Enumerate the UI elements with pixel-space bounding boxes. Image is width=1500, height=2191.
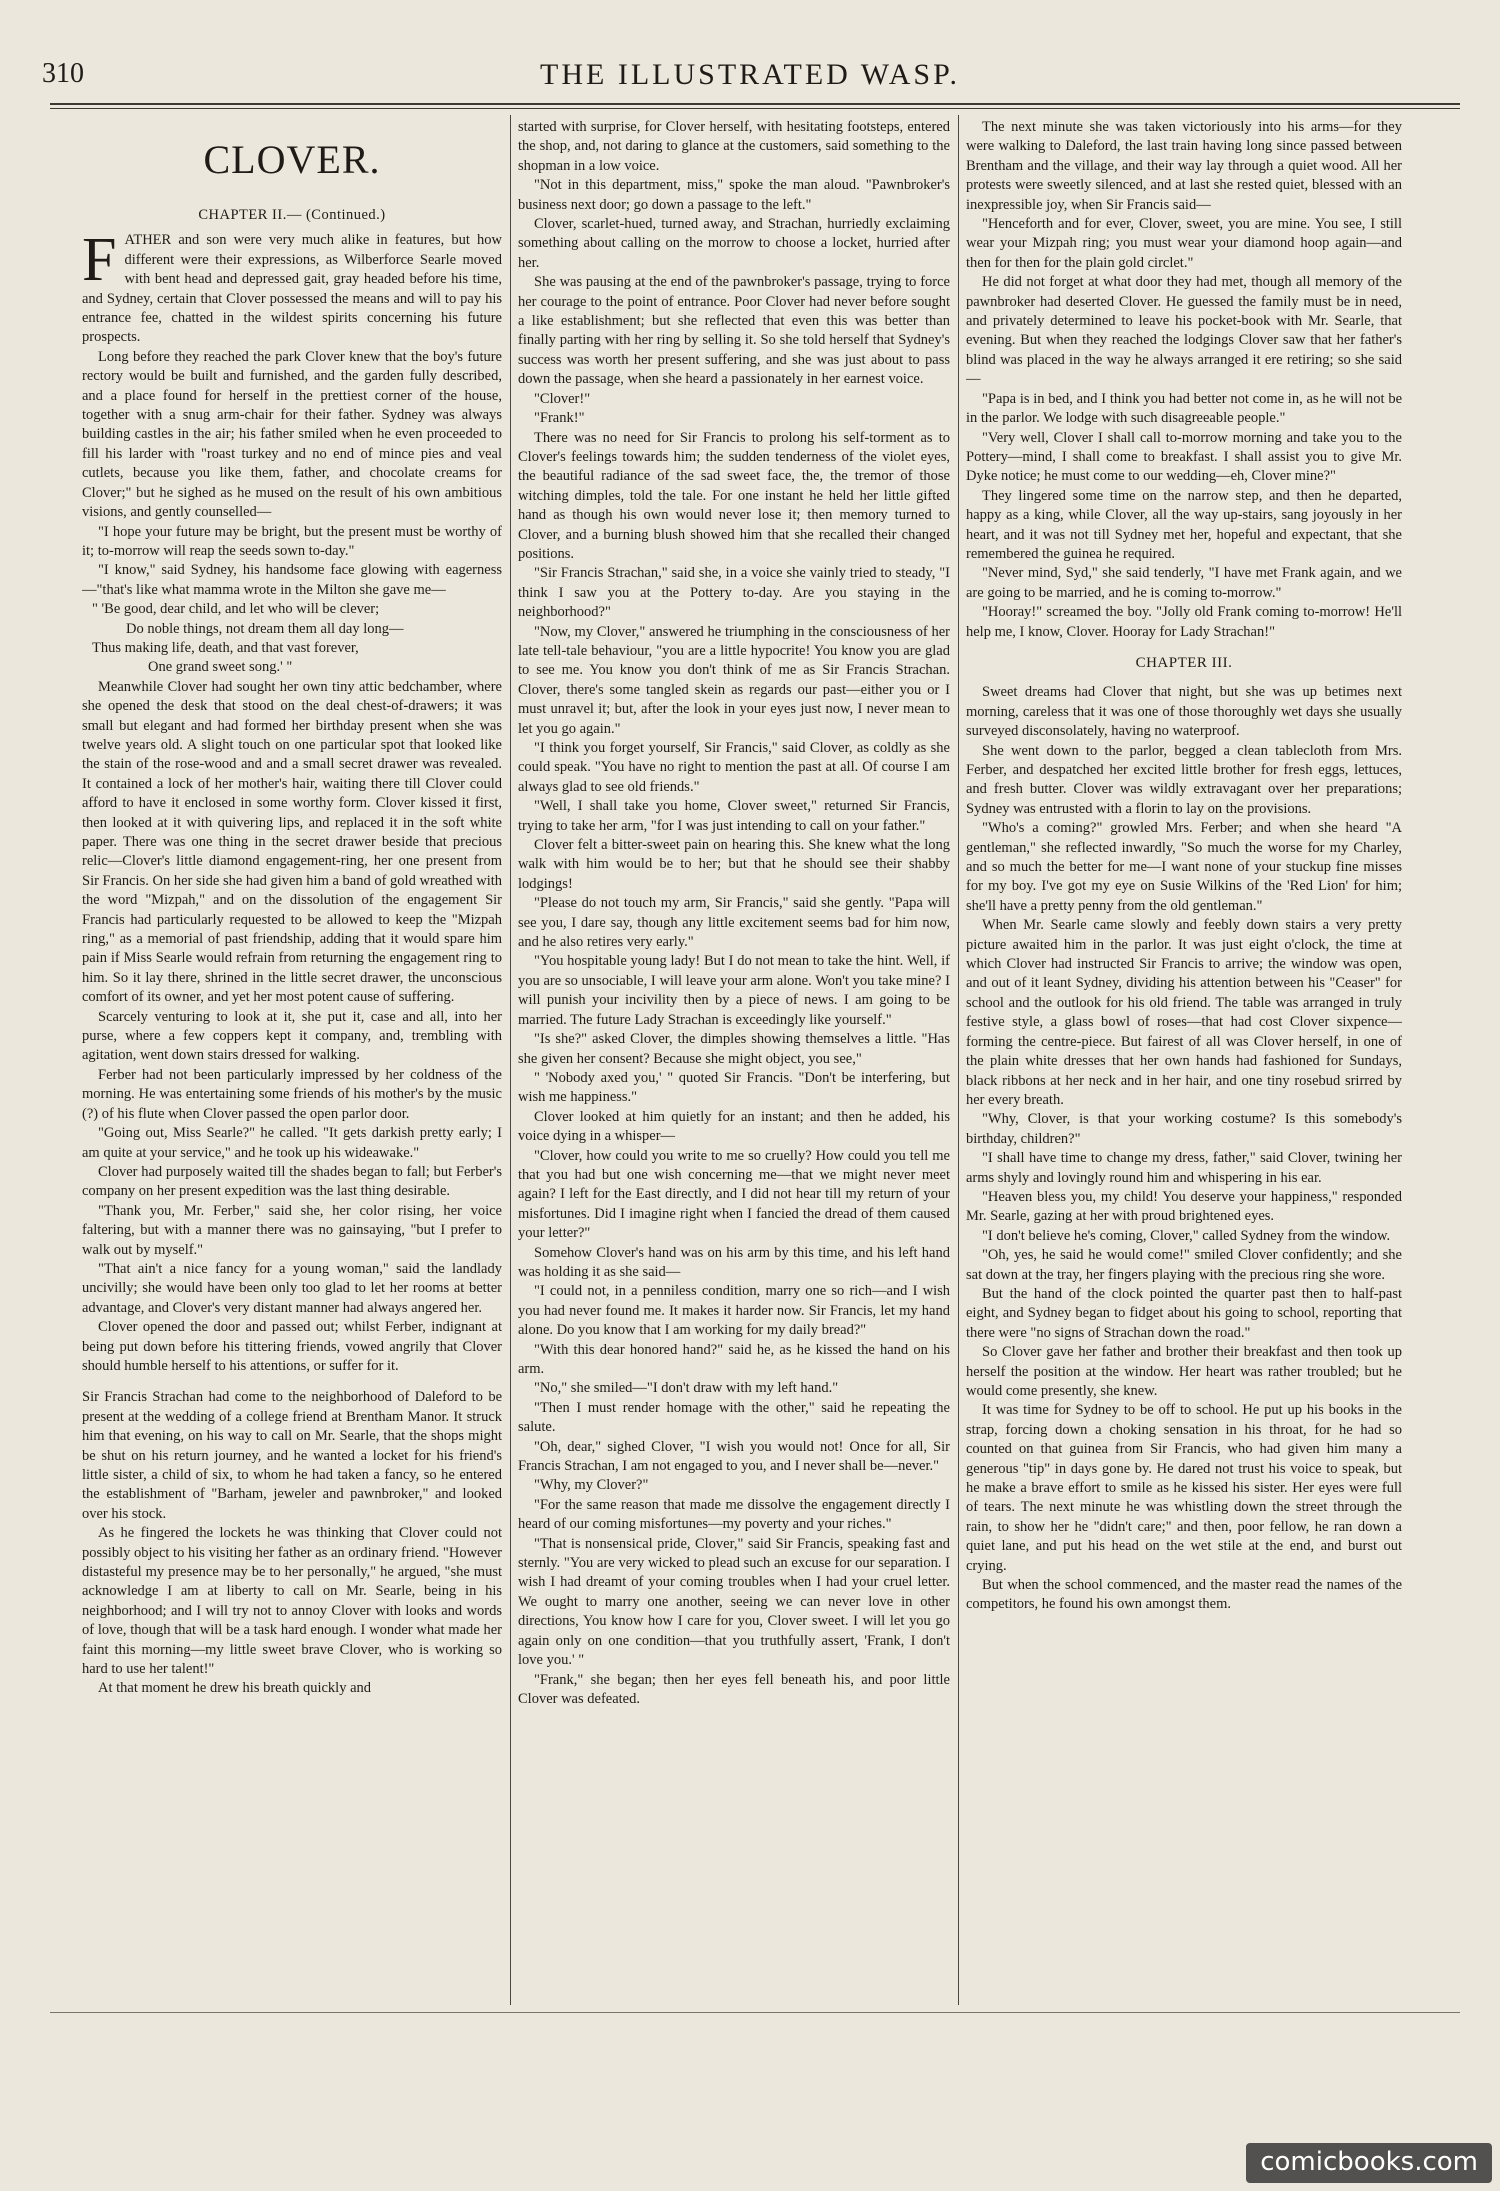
paragraph: "Who's a coming?" growled Mrs. Ferber; and when she heard "A gentleman," she reflected inwardly, "So much the worse for my Charley, and so much the better for me—I want none of your stuckup fine misses for my boy. I've got my eye on Susie Wilkins of the 'Red Lion' for him; she'll have a pretty penny from the old gentleman." bbox=[966, 820, 1402, 914]
paragraph: Scarcely venturing to look at it, she put it, case and all, into her purse, where a few coppers kept it company, and, trembling with agitation, went down stairs dressed for walking. bbox=[82, 1008, 502, 1064]
paragraph: But when the school commenced, and the master read the names of the competitors, he found his own amongst them. bbox=[966, 1577, 1402, 1613]
paragraph-group bbox=[966, 118, 1402, 642]
paragraph: At that moment he drew his breath quickly and bbox=[98, 1680, 372, 1697]
paragraph: "Hooray!" screamed the boy. "Jolly old Frank coming to-morrow! He'll help me, I know, Clover. Hooray for Lady Strachan!" bbox=[966, 604, 1402, 640]
paragraph: "Going out, Miss Searle?" he called. "It gets darkish pretty early; I am quite at your service," and he took up his wideawake." bbox=[82, 1125, 502, 1161]
text-column-2 bbox=[518, 118, 950, 2006]
paragraph: It was time for Sydney to be off to school. He put up his books in the strap, forcing down a choking sensation in his throat, for he had so counted on that guinea from Sir Francis, who had given him many a generous "tip" in days gone by. He dared not trust his voice to speak, but he make a brave effort to smile as he kissed his sister. Her eyes were full of tears. The next minute he was whistling down the street through the rain, to show her he "didn't care;" and then, poor fellow, he ran down a quiet lane, and put his head on the wet stile at the end, and burst out crying. bbox=[966, 1402, 1402, 1574]
paragraph: "Why, Clover, is that your working costume? Is this somebody's birthday, children?" bbox=[966, 1111, 1402, 1147]
paragraph: They lingered some time on the narrow step, and then he departed, happy as a king, while Clover, all the way up-stairs, sang joyously in her heart, and it was not till Sydney met her, hopeful and expectant, that she remembered the guinea he required. bbox=[966, 487, 1402, 562]
paragraph: "For the same reason that made me dissolve the engagement directly I heard of our coming misfortunes—my poverty and your riches." bbox=[518, 1496, 950, 1533]
paragraph: "Papa is in bed, and I think you had better not come in, as he will not be in the parlor. We lodge with such disagreeable people." bbox=[966, 390, 1402, 427]
chapter-heading: CHAPTER II.— (Continued.) bbox=[198, 207, 386, 223]
opening-paragraph-text: ATHER and son were very much alike in features, but how different were their expressions, as Wilberforce Searle moved with bent head and depressed gait, gray headed before his time, and Sydney, certain that Clover possessed the means and will to pay his entrance fee, chatted in the wildest spirits concerning his future prospects. bbox=[82, 232, 502, 346]
chapter-heading: CHAPTER III. bbox=[1135, 654, 1233, 671]
paragraph: "Very well, Clover I shall call to-morrow morning and take you to the Pottery—mind, I shall come to breakfast. I shall assist you to give Mr. Dyke notice; he must come to our wedding—eh, Clover mine?" bbox=[966, 429, 1402, 485]
paragraph: "Not in this department, miss," spoke the man aloud. "Pawnbroker's business next door; go down a passage to the left." bbox=[518, 177, 950, 213]
paragraph: Sir Francis Strachan had come to the neighborhood of Daleford to be present at the wedding of a college friend at Brentham Manor. It struck him that evening, on his way to call on Mr. Searle, that the shops might be shut on his return journey, and he wanted a locket for his friend's little sister, a child of six, to whom he had taken a fancy, so he entered the establishment of "Barham, jeweler and pawnbroker," and looked over his stock. bbox=[82, 1389, 502, 1522]
paragraph-group bbox=[82, 348, 502, 600]
paragraph: "I know," said Sydney, his handsome face glowing with eagerness—"that's like what mamma wrote in the Milton she gave me— bbox=[82, 562, 502, 598]
column-divider bbox=[958, 115, 959, 2005]
drop-cap: F bbox=[82, 226, 117, 295]
paragraph: "No," she smiled—"I don't draw with my left hand." bbox=[534, 1380, 839, 1397]
poem-line: Do noble things, not dream them all day long— bbox=[126, 620, 404, 637]
paragraph: "Sir Francis Strachan," said she, in a voice she vainly tried to steady, "I think I saw you at the Pottery to-day. Are you staying in the neighborhood?" bbox=[518, 565, 950, 621]
paragraph: Ferber had not been particularly impressed by her coldness of the morning. He was entertaining some friends of his mother's by the music (?) of his flute when Clover passed the open parlor door. bbox=[82, 1066, 502, 1122]
paragraph: The next minute she was taken victoriously into his arms—for they were walking to Daleford, the last train having long since passed between Brentham and the village, and their way lay through a quiet wood. All her protests were sweetly silenced, and at last she rested quiet, blessed with an inexpressible joy, when Sir Francis said— bbox=[966, 119, 1402, 213]
paragraph: "Clover!" bbox=[534, 390, 591, 407]
paragraph: Clover looked at him quietly for an instant; and then he added, his voice dying in a whisper— bbox=[518, 1108, 950, 1145]
paragraph: "Please do not touch my arm, Sir Francis," said she gently. "Papa will see you, I dare say, though any little excitement seems bad for him now, and he also retires very early." bbox=[518, 895, 950, 951]
paragraph: "That ain't a nice fancy for a young woman," said the landlady uncivilly; she would have been only too glad to let her rooms at better advantage, and Clover's very distant manner had always angered her. bbox=[82, 1260, 502, 1316]
paragraph: She went down to the parlor, begged a clean tablecloth from Mrs. Ferber, and despatched her excited little brother for fresh eggs, lettuces, and fresh butter. Clover was wildly extravagant over her preparations; Sydney was entrusted with a florin to lay on the provisions. bbox=[966, 742, 1402, 817]
paragraph: "Now, my Clover," answered he triumphing in the consciousness of her late tell-tale behaviour, "you are a little hypocrite! You know you are glad to see me. You know you don't think of me as Sir Francis Strachan. Clover, there's some tangled skein as regards our past—either you or I must unravel it; but, after the look in your eyes just now, I never mean to let you go again." bbox=[518, 623, 950, 737]
article-title: CLOVER. bbox=[203, 137, 381, 182]
paragraph: Clover felt a bitter-sweet pain on hearing this. She knew what the long walk with him would be to her; but that he should see their shabby lodgings! bbox=[518, 837, 950, 892]
page-number: 310 bbox=[42, 58, 84, 89]
paragraph: As he fingered the lockets he was thinking that Clover could not possibly object to his visiting her father as an ordinary friend. "However distasteful my presence may be to her personally," he argued, "she must acknowledge I am at liberty to call on Mr. Searle, being in his neighborhood; and I will try not to annoy Clover with looks and words of love, though that will be a task hard enough. I wonder what made her faint this morning—my little sweet brave Clover, who is working so hard to use her talent!" bbox=[82, 1525, 502, 1678]
paragraph: "I could not, in a penniless condition, marry one so rich—and I wish you had never found me. It makes it harder now. Sir Francis, let my hand alone. Do you know that I am working for my daily bread?" bbox=[518, 1283, 950, 1339]
watermark-logo[interactable]: comicbooks.com bbox=[1246, 2143, 1492, 2183]
paragraph: She was pausing at the end of the pawnbroker's passage, trying to force her courage to the point of entrance. Poor Clover had never before sought a like establishment; but she reflected that even this was better than finally parting with her ring by selling it. So she told herself that Sydney's success was worth her present suffering, and she was just about to pass down the passage, when she heard a passionately in her earnest voice. bbox=[518, 274, 950, 388]
column-divider bbox=[510, 115, 511, 2005]
page-header bbox=[40, 50, 1460, 102]
paragraph: "I think you forget yourself, Sir Francis," said Clover, as coldly as she could speak. "You have no right to mention the past at all. Of course I am always glad to see old friends." bbox=[518, 740, 950, 795]
section-break bbox=[82, 1376, 502, 1388]
paragraph: started with surprise, for Clover herself, with hesitating footsteps, entered the shop, and, not daring to glance at the customers, said something to the shopman in a low voice. bbox=[518, 119, 950, 174]
paragraph: "Is she?" asked Clover, the dimples showing themselves a little. "Has she given her consent? Because she might object, you see," bbox=[518, 1031, 950, 1067]
footer-rule bbox=[50, 2012, 1460, 2013]
paragraph: Clover opened the door and passed out; whilst Ferber, indignant at being put down before his tittering friends, vowed angrily that Clover should humble herself to his attentions, or suffer for it. bbox=[82, 1319, 502, 1374]
paragraph: "Frank," she began; then her eyes fell beneath his, and poor little Clover was defeated. bbox=[518, 1671, 950, 1707]
paragraph: "Why, my Clover?" bbox=[534, 1477, 649, 1494]
paragraph: Clover had purposely waited till the shades began to fall; but Ferber's company on her present expedition was the last thing desirable. bbox=[82, 1163, 502, 1200]
paragraph-group bbox=[82, 1388, 502, 1699]
publication-title: THE ILLUSTRATED WASP. bbox=[540, 58, 960, 91]
paragraph-group bbox=[518, 118, 950, 1709]
paragraph: "That is nonsensical pride, Clover," said Sir Francis, speaking fast and sternly. "You are very wicked to plead such an excuse for our separation. I wish I had dreamt of your coming troubles when I had your cruel letter. We ought to marry one another, seeing we can never love in other directions, You know how I care for you, Clover sweet. I will let you go again only on one condition—that you truthfully assert, 'Frank, I don't love you.' " bbox=[518, 1535, 950, 1669]
paragraph-group bbox=[966, 683, 1402, 1615]
paragraph: "I hope your future may be bright, but the present must be worthy of it; to-morrow will reap the seeds sown to-day." bbox=[82, 523, 502, 559]
poem-quote bbox=[82, 600, 502, 678]
opening-paragraph bbox=[82, 226, 502, 347]
paragraph: There was no need for Sir Francis to prolong his self-torment as to Clover's feelings towards him; the sudden tenderness of the violet eyes, the beautiful radiance of the sad sweet face, the, the tremor of those witching dimples, told the tale. For one instant he held her little gifted hand as though his own would never lose it; then memory turned to Clover, and a burning blush showed him that she recalled their changed positions. bbox=[518, 429, 950, 562]
paragraph: " 'Nobody axed you,' " quoted Sir Francis. "Don't be interfering, but wish me happiness." bbox=[518, 1069, 950, 1106]
paragraph: "You hospitable young lady! But I do not mean to take the hint. Well, if you are so unsociable, I will leave your arm alone. Won't you take mine? I will punish your incivility then by a piece of news. I am going to be married. The future Lady Strachan is exceedingly like yourself." bbox=[518, 953, 950, 1028]
paragraph: "I shall have time to change my dress, father," said Clover, twining her arms shyly and lovingly round him and whispering in his ear. bbox=[966, 1150, 1402, 1186]
poem-line: Thus making life, death, and that vast forever, bbox=[92, 639, 359, 656]
text-column-3 bbox=[966, 118, 1402, 2006]
paragraph: "Clover, how could you write to me so cruelly? How could you tell me that you had but one wish concerning me—that we might never meet again? I left for the East directly, and I did not hear till my return of your misfortunes. Did I imagine right when I fancied the dread of them caused your letter?" bbox=[518, 1147, 950, 1242]
paragraph: "Oh, yes, he said he would come!" smiled Clover confidently; and she sat down at the tray, her fingers playing with the precious ring she wore. bbox=[966, 1247, 1402, 1283]
paragraph: Clover, scarlet-hued, turned away, and Strachan, hurriedly exclaiming something about calling on the morrow to choose a locket, hurried after her. bbox=[518, 216, 950, 271]
paragraph: Long before they reached the park Clover knew that the boy's future rectory would be built and furnished, and the garden fully described, and a place found for herself in the prettiest corner of the house, together with a snug arm-chair for their father. Sydney was always building castles in the air; his father smiled when he even proceeded to fill his larder with "roast turkey and no end of mince pies and veal cutlets, because you like them, father, and chocolate creams for Clover;" but he sighed as he mused on the result of his own ambitious visions, and gently counselled— bbox=[82, 348, 502, 521]
paragraph: "Frank!" bbox=[534, 410, 585, 427]
paragraph: "Heaven bless you, my child! You deserve your happiness," responded Mr. Searle, gazing at her with proud brightened eyes. bbox=[966, 1188, 1402, 1225]
poem-line: One grand sweet song.' " bbox=[148, 659, 293, 676]
paragraph: "Henceforth and for ever, Clover, sweet, you are mine. You see, I still wear your Mizpah ring; you must wear your diamond hoop again—and then for then for the plain gold circlet." bbox=[966, 216, 1402, 271]
paragraph: When Mr. Searle came slowly and feebly down stairs a very pretty picture awaited him in the parlor. It was just eight o'clock, the time at which Clover had instructed Sir Francis to arrive; the window was open, and out of it leant Sydney, dividing his attention between his "Ceaser" for school and the outlook for his old friend. The table was arranged in truly festive style, a glass bowl of roses—that had cost Clover sixpence—forming the centre-piece. But fairest of all was Clover herself, in one of the plain white dresses that her own hands had fashioned for Sundays, black ribbons at her neck and in her hair, and one tiny rosebud srirred by her every breath. bbox=[966, 917, 1402, 1108]
paragraph: But the hand of the clock pointed the quarter past then to half-past eight, and Sydney began to fidget about his going to school, reporting that there were "no signs of Strachan down the road." bbox=[966, 1285, 1402, 1341]
header-rule-thin bbox=[50, 108, 1460, 109]
paragraph: "Oh, dear," sighed Clover, "I wish you would not! Once for all, Sir Francis Strachan, I am not engaged to you, and I never shall be—never." bbox=[518, 1438, 950, 1475]
paragraph: So Clover gave her father and brother their breakfast and then took up herself the position at the window. Her heart was rather troubled; but he would come presently, she knew. bbox=[966, 1344, 1402, 1399]
paragraph: Sweet dreams had Clover that night, but she was up betimes next morning, careless that it was one of those thoroughly wet days she usually surveyed disconsolately, having no waterproof. bbox=[966, 684, 1402, 740]
paragraph: "Never mind, Syd," she said tenderly, "I have met Frank again, and we are going to be married, and he is coming to-morrow." bbox=[966, 565, 1402, 601]
header-rule bbox=[50, 103, 1460, 105]
paragraph: Somehow Clover's hand was on his arm by this time, and his left hand was holding it as she said— bbox=[518, 1244, 950, 1280]
paragraph: "With this dear honored hand?" said he, as he kissed the hand on his arm. bbox=[518, 1341, 950, 1377]
paragraph: Meanwhile Clover had sought her own tiny attic bedchamber, where she opened the desk that stood on the deal chest-of-drawers; it was small but elegant and had formed her birthday present when she was twelve years old. A slight touch on one particular spot that looked like the stain of the rose-wood and and a small secret drawer was revealed. It contained a lock of her mother's hair, waiting there till Clover could afford to have it enclosed in some worthy form. Clover kissed it first, then looked at it with quivering lips, and replaced it in the soft white paper. There was one thing in the secret drawer beside that precious relic—Clover's little diamond engagement-ring, her one present from Sir Francis. On her side she had given him a band of gold wreathed with the word "Mizpah," and on the dissolution of the engagement Sir Francis had particularly requested to be allowed to keep the "Mizpah ring," as a memorial of past friendship, adding that it would spare him pain if Miss Searle would refrain from returning the engagement ring to him. So it lay there, shrined in the little secret drawer, the unconscious comfort of its owner, and yet her most potent cause of suffering. bbox=[82, 678, 502, 1006]
text-column-1 bbox=[82, 118, 502, 2006]
paragraph-group bbox=[82, 678, 502, 1377]
paragraph: "Then I must render homage with the other," said he repeating the salute. bbox=[518, 1399, 950, 1436]
poem-line: " 'Be good, dear child, and let who will be clever; bbox=[92, 601, 380, 618]
paragraph: "I don't believe he's coming, Clover," called Sydney from the window. bbox=[982, 1227, 1391, 1244]
paragraph: He did not forget at what door they had met, though all memory of the pawnbroker had deserted Clover. He guessed the family must be in need, and privately determined to leave his pocket-book with Mr. Searle, that evening. But when they reached the lodgings Clover saw that her father's blind was placed in the way he always arranged it ere retiring; so she said— bbox=[966, 274, 1402, 388]
paragraph: "Thank you, Mr. Ferber," said she, her color rising, her voice faltering, but with a manner there was no gainsaying, "but I prefer to walk out by myself." bbox=[82, 1202, 502, 1258]
paragraph: "Well, I shall take you home, Clover sweet," returned Sir Francis, trying to take her arm, "for I was just intending to call on your father." bbox=[518, 798, 950, 834]
